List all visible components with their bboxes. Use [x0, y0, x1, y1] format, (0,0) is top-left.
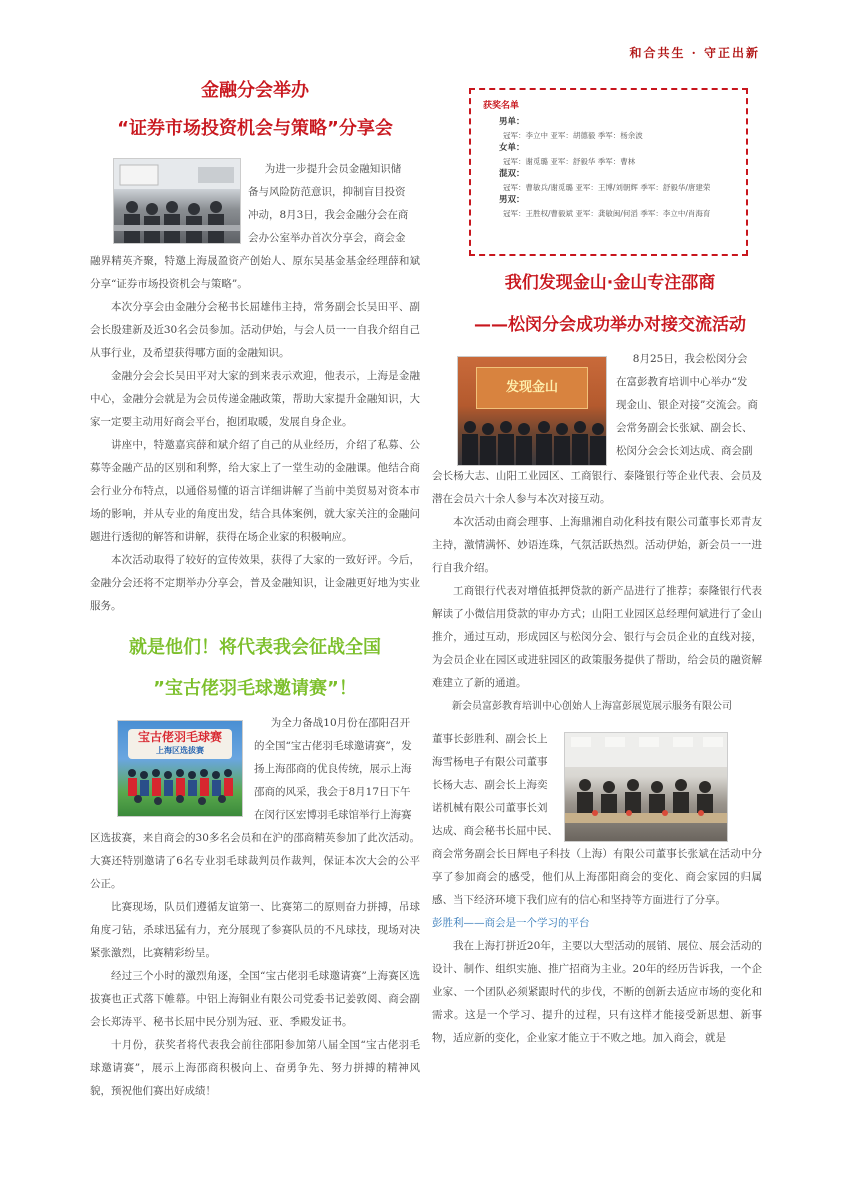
article3-para4-first-line: 新会员富彭教育培训中心创始人上海富彭展览展示服务有限公司 — [452, 701, 732, 712]
awards-row: 冠军：王胜权/曹毅斌 亚军：龚敏闽/何滔 季军：李立中/肖海育 — [503, 209, 711, 218]
awards-category: 男双： — [499, 195, 525, 205]
awards-category: 混双： — [499, 169, 525, 179]
article3-para4-line: 长杨大志、副会长上海奕 — [432, 779, 548, 791]
jinshan-audience-illustration — [458, 357, 606, 465]
article2-para2: 比赛现场，队员们遵循友谊第一、比赛第二的原则奋力拼搏，吊球角度刁钻，杀球迅猛有力，充分展现了参赛队员的不凡球技，现场对决紧张激烈，比赛精彩纷呈。 — [90, 901, 420, 959]
article1-para3: 金融分会会长吴田平对大家的到来表示欢迎，他表示，上海是金融中心，金融分会就是为会员传递金融政策，帮助大家提升金融知识，大家一定要主动用好商会平台，抱团取暖，发展自身企业。 — [90, 370, 420, 428]
article2-para1-line: 为全力备战10月份在邵阳召开 — [270, 717, 411, 729]
article1-para1-line: 为进一步提升会员金融知识储 — [264, 163, 402, 175]
article1-para1-line: 会办公室举办首次分享会，商会金 — [248, 232, 406, 244]
article2-body — [90, 827, 420, 1103]
article3-para4-line: 达成、商会秘书长屈中民、 — [432, 825, 558, 837]
badminton-players-illustration — [118, 721, 242, 816]
article2-para4: 十月份，获奖者将代表我会前往邵阳参加第八届全国“宝古佬羽毛球邀请赛”，展示上海邵商积极向上、奋勇争先、努力拼搏的精神风貌，预祝他们赛出好成绩！ — [90, 1039, 420, 1097]
article3-para1-line: 会常务副会长张斌、副会长、 — [616, 422, 753, 434]
article3-body-bottom — [432, 843, 762, 1050]
article3-para1-line: 在富彭教育培训中心举办“发 — [616, 376, 748, 388]
article2-para3: 经过三个小时的激烈角逐，全国“宝古佬羽毛球邀请赛”上海赛区选拔赛也正式落下帷幕。中铝上海铜业有限公司党委书记姜敦阅、商会副会长郑涛平、秘书长屈中民分别为冠、亚、季殿发证书。 — [90, 970, 420, 1028]
article2-wrap-block — [254, 712, 420, 827]
article3-title-line2: ——松闵分会成功举办对接交流活动 — [474, 315, 746, 335]
article3-wrap-block — [616, 348, 764, 463]
article3-para4-rest: 商会常务副会长日辉电子科技（上海）有限公司董事长张斌在活动中分享了参加商会的感受，他们从上海邵阳商会的变化、商会家园的归属感、当下经济环境下我们应有的信心和坚持等方面进行了分享。 — [432, 848, 762, 906]
jinshan-banner-text: 发现金山 — [505, 380, 558, 395]
article2-para1-line: 的全国“宝古佬羽毛球邀请赛”，发 — [254, 740, 412, 752]
article1-para4: 讲座中，特邀嘉宾薛和斌介绍了自己的从业经历，介绍了私募、公募等金融产品的区别和利弊，给大家上了一堂生动的金融课。他结合商会行业分布特点，以通俗易懂的语言详细讲解了当前中美贸易对资本市场的影响，并从专业的角度出发，结合具体案例，就大家关注的金融问题进行透彻的解答和讲解，获得在场企业家的积极响应。 — [90, 439, 420, 543]
finance-seminar-photo — [113, 158, 241, 244]
article3-para1-line: 现金山、银企对接”交流会。商 — [616, 399, 758, 411]
awards-title: 获奖名单 — [483, 101, 520, 111]
article2-title-line2: ”宝古佬羽毛球邀请赛”！ — [153, 678, 357, 699]
article2-title-line1: 就是他们！将代表我会征战全国 — [129, 637, 381, 658]
awards-list-box — [469, 88, 748, 256]
article3-para1-line: 松闵分会会长刘达成、商会副 — [616, 445, 753, 457]
article1-body — [90, 250, 420, 618]
article1-para5: 本次活动取得了较好的宣传效果，获得了大家的一致好评。今后，金融分会还将不定期举办分享会，普及金融知识，让金融更好地为实业服务。 — [90, 554, 420, 612]
awards-category: 男单： — [499, 117, 525, 127]
article3-para2: 本次活动由商会理事、上海鼎湘自动化科技有限公司董事长邓青友主持，激情满怀、妙语连珠，气氛活跃热烈。活动伊始，新会员一一进行自我介绍。 — [432, 516, 762, 574]
article1-para1-line: 冲动，8月3日，我会金融分会在商 — [248, 209, 409, 221]
article3-para4-line: 海雪杨电子有限公司董事 — [432, 756, 548, 768]
article3-para1-rest: 会长杨大志、山阳工业园区、工商银行、泰隆银行等企业代表、会员及潜在会员六十余人参与本次对接互动。 — [432, 470, 762, 505]
header-slogan: 和合共生 · 守正出新 — [629, 46, 760, 60]
badminton-group-photo — [117, 720, 243, 817]
article1-wrap-block — [248, 158, 422, 250]
article3-para3: 工商银行代表对增值抵押贷款的新产品进行了推荐；泰隆银行代表解读了小微信用贷款的审办方式；山阳工业园区总经理何斌进行了金山推介，通过互动，形成园区与松闵分会、银行与会员企业的直线对接，为会员企业在园区或进驻园区的政策服务提供了帮助，给会员的融资解难建立了新的通道。 — [432, 585, 762, 689]
meeting-table-illustration — [565, 733, 727, 841]
awards-row: 冠军：李立中 亚军：胡德毅 季军：杨余波 — [503, 131, 643, 140]
article2-para1-line: 邵商的风采，我会于8月17日下午 — [254, 786, 411, 798]
article1-title-line1: 金融分会举办 — [201, 80, 309, 101]
seminar-audience-illustration — [114, 159, 240, 243]
article3-title-line1: 我们发现金山·金山专注邵商 — [504, 273, 716, 293]
article2-para1-rest: 区选拔赛，来自商会的30多名会员和在沪的邵商精英参加了此次活动。大赛还特别邀请了6名专业羽毛球裁判员作裁判，保证本次大会的公平公正。 — [90, 832, 420, 890]
badminton-banner-sub: 上海区选拔赛 — [156, 746, 204, 755]
article1-para1-line: 备与风险防范意识，抑制盲目投资 — [248, 186, 406, 198]
badminton-banner-title: 宝古佬羽毛球赛 — [137, 730, 222, 744]
article2-para1-line: 在闵行区宏博羽毛球馆举行上海赛 — [254, 809, 412, 821]
article3-para1-line: 8月25日，我会松闵分会 — [632, 353, 748, 365]
sharing-session-photo — [564, 732, 728, 842]
article3-para4-wrap-block — [432, 728, 560, 843]
article3-para4-line: 诺机械有限公司董事长刘 — [432, 802, 548, 814]
article2-para1-line: 扬上海邵商的优良传统，展示上海 — [254, 763, 412, 775]
article3-para5: 我在上海打拼近20年，主要以大型活动的展销、展位、展会活动的设计、制作、组织实施、推广招商为主业。20年的经历告诉我，一个企业家、一个团队必须紧跟时代的步伐，不断的创新去适应市场的变化和需求。这是一个学习、提升的过程，只有这样才能接受新思想、新事物，适应新的变化，企业家才能立于不败之地。加入商会，就是 — [432, 940, 762, 1044]
article1-para1-rest: 融界精英齐聚，特邀上海晟盈资产创始人、原东吴基金基金经理薛和斌分享“证券市场投资机会与策略”。 — [90, 255, 420, 290]
awards-category: 女单： — [499, 143, 525, 153]
article3-para4-line: 董事长彭胜利、副会长上 — [432, 733, 548, 745]
article3-subheading: 彭胜利——商会是一个学习的平台 — [432, 917, 590, 929]
article1-para2: 本次分享会由金融分会秘书长屈雄伟主持，常务副会长吴田平、副会长殷建新及近30名会员参加。活动伊始，与会人员一一自我介绍自己从事行业，及希望获得哪方面的金融知识。 — [90, 301, 420, 359]
awards-row: 冠军：谢觅璐 亚军：舒毅华 季军：曹林 — [503, 157, 636, 166]
article1-title-line2: “证券市场投资机会与策略”分享会 — [117, 118, 393, 139]
jinshan-event-photo — [457, 356, 607, 466]
awards-row: 冠军：曹敏兵/谢觅璐 亚军：王博/刘朝辉 季军：舒毅华/唐建荣 — [503, 183, 711, 192]
article3-body-top — [432, 465, 762, 718]
